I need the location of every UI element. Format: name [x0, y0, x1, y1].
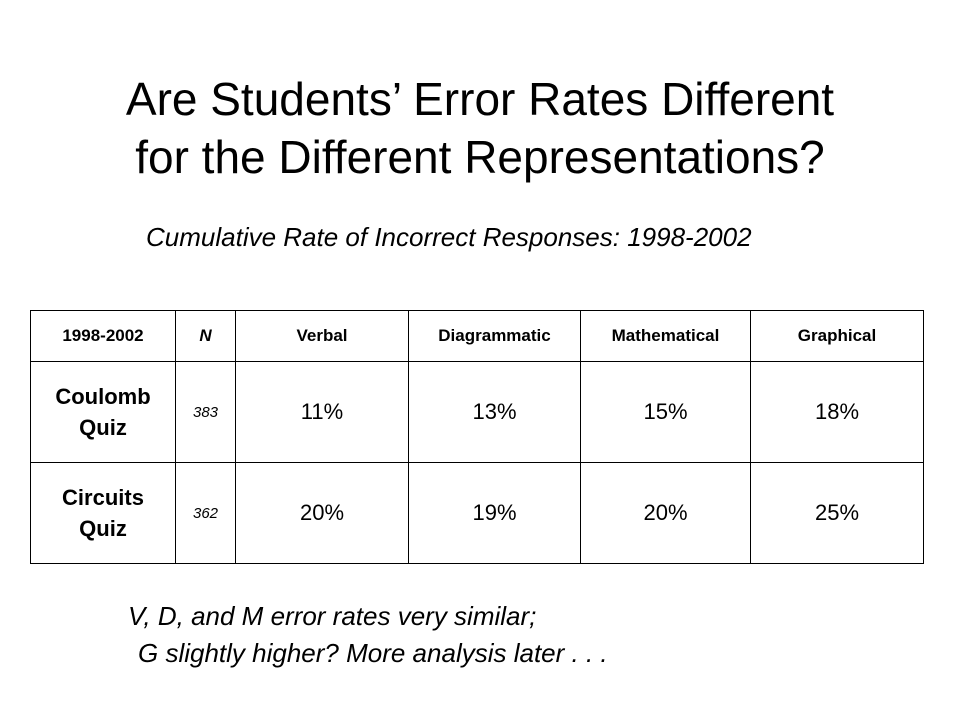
- error-rate-table: [30, 310, 924, 564]
- cell-n: 383: [176, 362, 236, 463]
- slide-title-line-2: for the Different Representations?: [135, 131, 825, 183]
- cell-verbal: 20%: [236, 463, 409, 564]
- slide-title-line-1: Are Students’ Error Rates Different: [125, 73, 835, 125]
- row-label-circuits: [31, 463, 176, 564]
- cell-diagrammatic: 19%: [409, 463, 581, 564]
- row-label-line-2: Quiz: [79, 516, 127, 541]
- cell-mathematical: 20%: [581, 463, 751, 564]
- cell-graphical: 18%: [751, 362, 924, 463]
- conclusion-line-2: G slightly higher? More analysis later . . .: [138, 638, 608, 668]
- header-period: 1998-2002: [31, 311, 176, 362]
- header-graphical: Graphical: [751, 311, 924, 362]
- conclusion-line-1: V, D, and M error rates very similar;: [128, 601, 537, 631]
- row-label-coulomb: [31, 362, 176, 463]
- table-caption: Cumulative Rate of Incorrect Responses: 1998-2002: [146, 222, 752, 252]
- cell-n: 362: [176, 463, 236, 564]
- cell-mathematical: 15%: [581, 362, 751, 463]
- conclusion-note: [128, 598, 608, 672]
- header-diagrammatic: Diagrammatic: [409, 311, 581, 362]
- table-row-circuits: [31, 463, 924, 564]
- cell-diagrammatic: 13%: [409, 362, 581, 463]
- row-label-line-1: Coulomb: [55, 384, 151, 409]
- cell-verbal: 11%: [236, 362, 409, 463]
- header-n: N: [176, 311, 236, 362]
- row-label-line-1: Circuits: [62, 485, 144, 510]
- table-header-row: [31, 311, 924, 362]
- row-label-line-2: Quiz: [79, 415, 127, 440]
- slide-title: [40, 70, 920, 186]
- table-row-coulomb: [31, 362, 924, 463]
- header-mathematical: Mathematical: [581, 311, 751, 362]
- header-verbal: Verbal: [236, 311, 409, 362]
- cell-graphical: 25%: [751, 463, 924, 564]
